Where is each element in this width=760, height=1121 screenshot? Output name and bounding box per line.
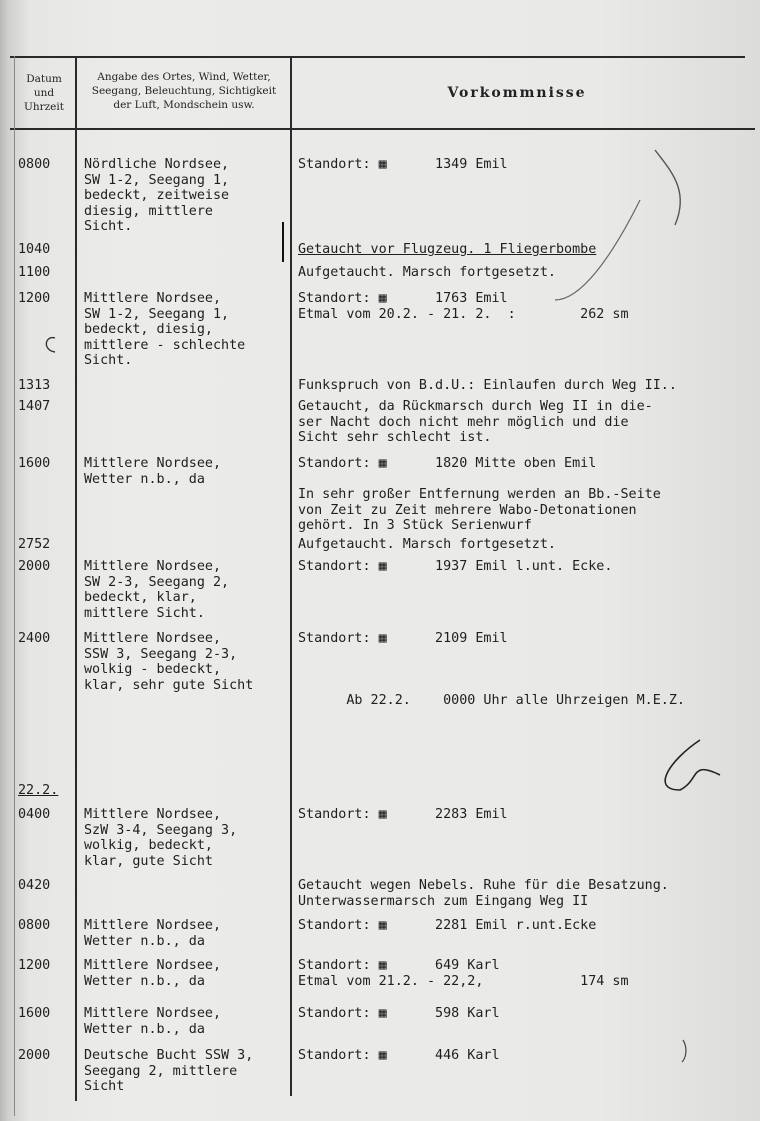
entry-location-weather: Mittlere Nordsee, SzW 3-4, Seegang 3, wolkig, bedeckt, klar, gute Sicht (84, 807, 238, 869)
entry-time: 1040 (18, 242, 51, 257)
header-events: Vorkommnisse (447, 85, 587, 101)
entry-location-weather: Nördliche Nordsee, SW 1-2, Seegang 1, bedeckt, zeitweise diesig, mittlere Sicht. (84, 157, 230, 235)
entry-event: Standort: ▦ 598 Karl (298, 1006, 500, 1021)
margin-mark-c (46, 338, 55, 352)
entry-location-weather: Mittlere Nordsee, SW 1-2, Seegang 1, bedeckt, diesig, mittlere - schlechte Sicht. (84, 291, 246, 369)
entry-location-weather: Mittlere Nordsee, SSW 3, Seegang 2-3, wolkig - bedeckt, klar, sehr gute Sicht (84, 631, 254, 693)
entry-time: 1407 (18, 399, 51, 414)
entry-time: 1600 (18, 1006, 51, 1021)
entry-event: Standort: ▦ 1349 Emil (298, 157, 508, 172)
entry-event: Getaucht wegen Nebels. Ruhe für die Besatzung. Unterwassermarsch zum Eingang Weg II (298, 878, 669, 909)
entry-event: Standort: ▦ 2283 Emil (298, 807, 508, 822)
pencil-stroke-top (655, 150, 680, 225)
entry-location-weather: Mittlere Nordsee, Wetter n.b., da (84, 958, 222, 989)
header-location-weather: Angabe des Ortes, Wind, Wetter, Seegang, Beleuchtung, Sichtigkeit der Luft, Mondschein usw. (91, 71, 277, 111)
entry-location-weather: Mittlere Nordsee, Wetter n.b., da (84, 1006, 222, 1037)
entry-event: Aufgetaucht. Marsch fortgesetzt. (298, 537, 556, 552)
entry-event: Funkspruch von B.d.U.: Einlaufen durch Weg II.. (298, 378, 677, 393)
entry-time: 1313 (18, 378, 51, 393)
entry-time: 0400 (18, 807, 51, 822)
entry-event: Standort: ▦ 1937 Emil l.unt. Ecke. (298, 559, 613, 574)
entry-event: Standort: ▦ 649 Karl Etmal vom 21.2. - 22,2, 174 sm (298, 958, 629, 989)
pencil-stroke-right (682, 1040, 686, 1062)
entry-time: 2000 (18, 1048, 51, 1063)
date-marker: 22.2. (18, 783, 59, 798)
entry-event: Getaucht, da Rückmarsch durch Weg II in die- ser Nacht doch nicht mehr möglich und die Sicht sehr schlecht ist. (298, 399, 653, 446)
entry-time: 0800 (18, 918, 51, 933)
entry-location-weather: Mittlere Nordsee, SW 2-3, Seegang 2, bedeckt, klar, mittlere Sicht. (84, 559, 230, 621)
entry-event: Aufgetaucht. Marsch fortgesetzt. (298, 265, 556, 280)
entry-event: Getaucht vor Flugzeug. 1 Fliegerbombe (298, 242, 597, 257)
entry-time: 1200 (18, 958, 51, 973)
header-date-time: Datum und Uhrzeit (24, 73, 64, 113)
entry-event: Standort: ▦ 2281 Emil r.unt.Ecke (298, 918, 597, 933)
entry-time: 1100 (18, 265, 51, 280)
pencil-stroke-diagonal (555, 200, 640, 300)
entry-location-weather: Deutsche Bucht SSW 3, Seegang 2, mittlere Sicht (84, 1048, 254, 1095)
signature-mark (665, 740, 720, 790)
entry-time: 0800 (18, 157, 51, 172)
entry-time: 0420 (18, 878, 51, 893)
entry-time: 1600 (18, 456, 51, 471)
entry-location-weather: Mittlere Nordsee, Wetter n.b., da (84, 918, 222, 949)
entry-time: 2400 (18, 631, 51, 646)
entry-event: Standort: ▦ 1763 Emil Etmal vom 20.2. - 21. 2. : 262 sm (298, 291, 629, 322)
entry-time: 2752 (18, 537, 51, 552)
entry-event: Standort: ▦ 446 Karl (298, 1048, 500, 1063)
entry-event: Standort: ▦ 1820 Mitte oben Emil In sehr großer Entfernung werden an Bb.-Seite von Zeit zu Zeit mehrere Wabo-Detonationen gehört. In 3 Stück Serienwurf (298, 456, 661, 534)
entry-event: Standort: ▦ 2109 Emil Ab 22.2. 0000 Uhr alle Uhrzeigen M.E.Z. (298, 631, 685, 709)
entry-time: 1200 (18, 291, 51, 306)
entry-time: 2000 (18, 559, 51, 574)
entry-location-weather: Mittlere Nordsee, Wetter n.b., da (84, 456, 222, 487)
